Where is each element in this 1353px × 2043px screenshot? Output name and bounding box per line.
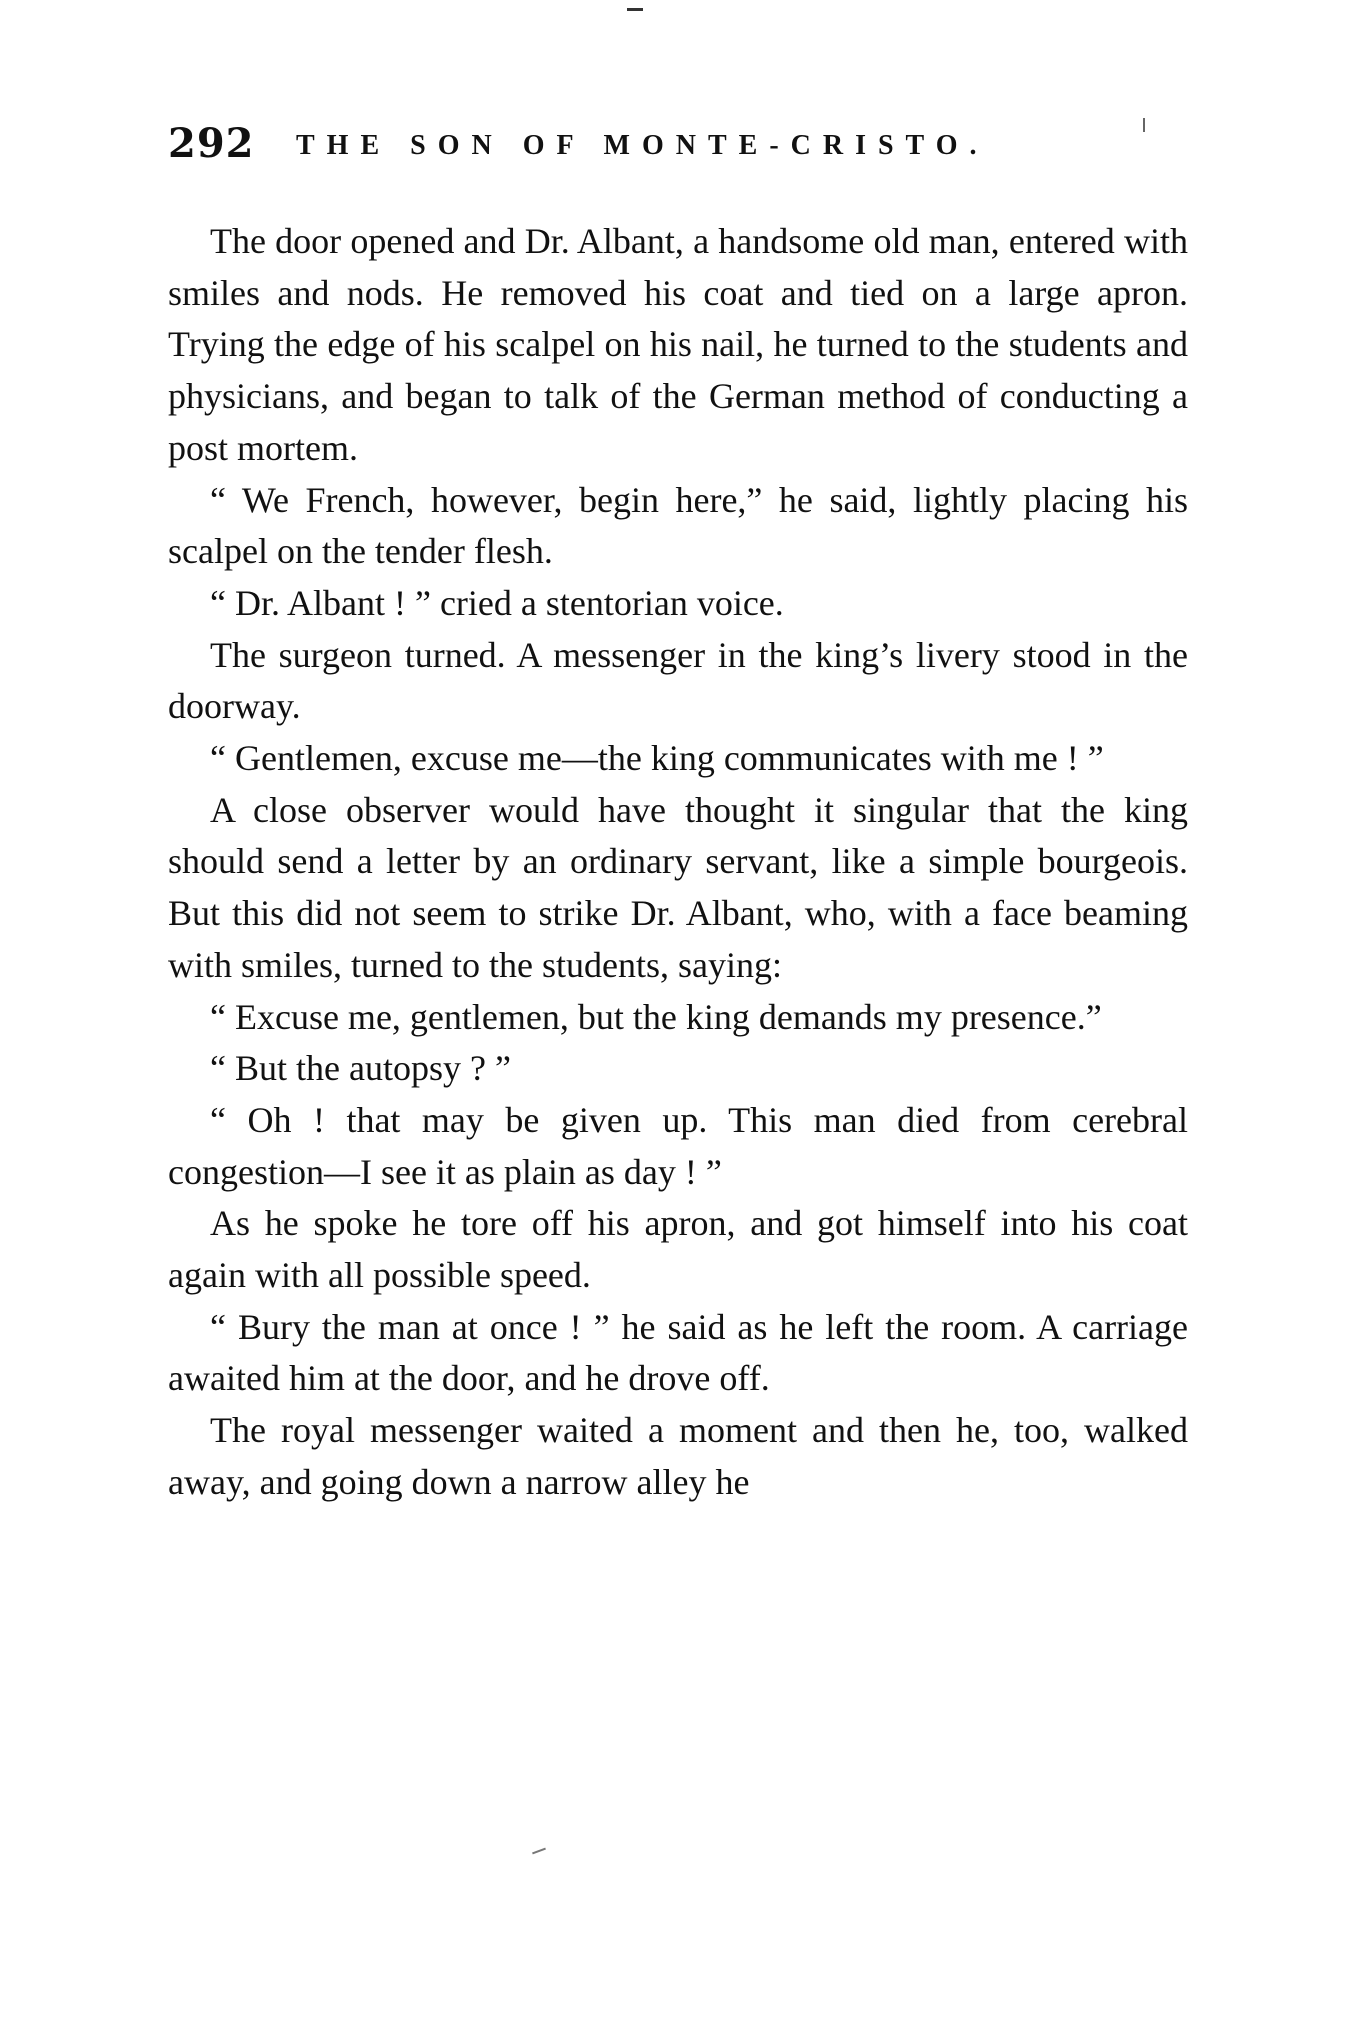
paragraph-11: “ Bury the man at once ! ” he said as he left the room. A carriage awaited him at the door, and he drove off. [168,1306,1188,1399]
paragraph-1: The door opened and Dr. Albant, a handsome old man, entered with smiles and nods. He removed his coat and tied on a large apron. Trying the edge of his scalpel on his nail, he turned to the students and physicians, and began to talk of the German method of conducting a post mortem. [168,221,1188,468]
running-title: THE SON OF MONTE-CRISTO. [296,130,989,161]
paragraph-6: A close observer would have thought it singular that the king should send a letter by an ordinary servant, like a simple bourgeois. But this did not seem to strike Dr. Albant, who, with a face beaming with smiles, turned to the students, saying: [168,789,1188,985]
margin-mark [1143,118,1145,132]
bottom-margin-mark [532,1848,546,1855]
paragraph-9: “ Oh ! that may be given up. This man died from cerebral congestion—I see it as plain as day ! ” [168,1099,1188,1192]
paragraph-12: The royal messenger waited a moment and then he, too, walked away, and going down a narrow alley he [168,1410,1188,1502]
body-text [168,216,1188,1509]
paragraph-10: As he spoke he tore off his apron, and got himself into his coat again with all possible speed. [168,1203,1188,1296]
top-margin-mark [627,8,643,11]
page-header [168,120,1248,184]
paragraph-4: The surgeon turned. A messenger in the king’s livery stood in the doorway. [168,634,1188,727]
paragraph-2: “ We French, however, begin here,” he said, lightly placing his scalpel on the tender flesh. [168,479,1188,572]
paragraph-5: “ Gentlemen, excuse me—the king communicates with me ! ” [210,738,1104,779]
paragraph-7: “ Excuse me, gentlemen, but the king demands my presence.” [210,996,1102,1037]
paragraph-3: “ Dr. Albant ! ” cried a stentorian voice. [210,582,784,623]
page-number: 292 [168,120,255,167]
paragraph-8: “ But the autopsy ? ” [210,1048,511,1089]
